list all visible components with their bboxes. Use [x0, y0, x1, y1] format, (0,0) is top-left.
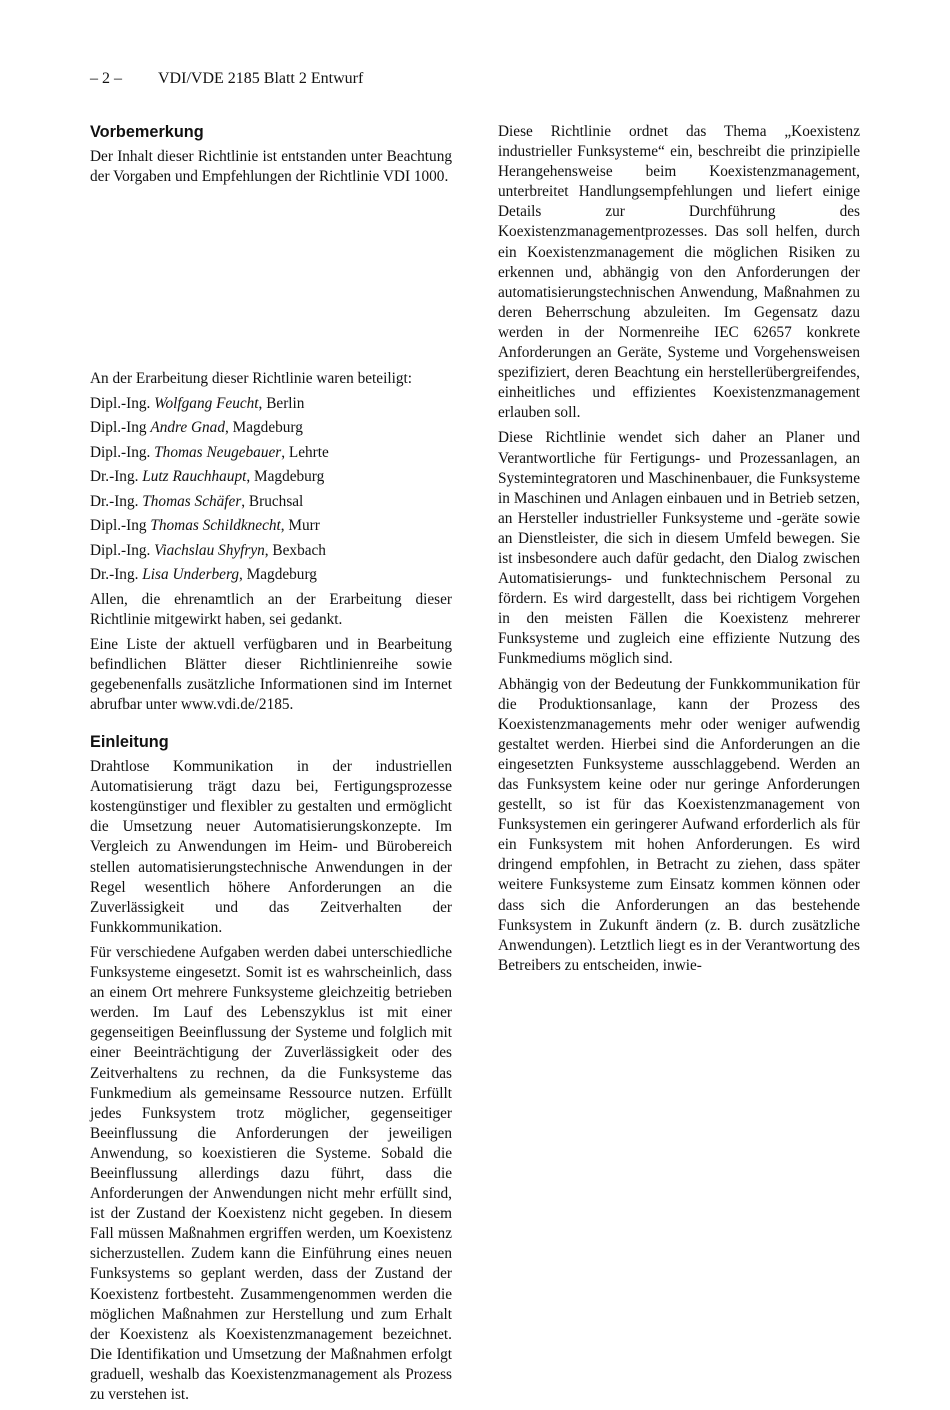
contributor: Dipl.-Ing Thomas Schildknecht, Murr	[90, 517, 320, 535]
einleitung-paragraph-5: Abhängig von der Bedeutung der Funkkommunikation für die Produktionsanlage, kann der Prozess des Koexistenzmanagements mehr oder weniger aufwendig gestaltet werden. Hierbei sind die Anforderungen an die eingesetzten Funksysteme ausschlaggebend. Werden an das Funksystem keine oder nur geringe Anforderungen gestellt, so ist für das Koexistenzmanagement von Funksystemen ein geringerer Aufwand erforderlich als für ein Funksystem mit hohen Anforderungen. Es wird dringend empfohlen, in Betracht zu ziehen, dass später weitere Funksysteme zum Einsatz kommen können oder dass sich die Anforderungen an das bestehende Funksystem in Zukunft ändern (z. B. durch zusätzliche Anwendungen). Letztlich liegt es in der Verantwortung des Betreibers zu entscheiden, inwie-	[498, 675, 860, 974]
heading-vorbemerkung: Vorbemerkung	[90, 123, 204, 141]
acknowledgement: Allen, die ehrenamtlich an der Erarbeitung dieser Richtlinie mitgewirkt haben, sei gedankt.	[90, 590, 452, 628]
contributor: Dipl.-Ing. Viachslau Shyfryn, Bexbach	[90, 541, 326, 559]
contributor: Dr.-Ing. Thomas Schäfer, Bruchsal	[90, 492, 304, 510]
blank-space	[90, 192, 452, 369]
heading-einleitung: Einleitung	[90, 733, 169, 752]
einleitung-paragraph-3: Diese Richtlinie ordnet das Thema „Koexistenz industrieller Funksysteme“ ein, beschreibt die prinzipielle Herangehensweise beim Koexistenzmanagement, unterbreitet Handlungsempfehlungen und liefert einige Details zur Durchführung des Koexistenzmanagementprozesses. Das soll helfen, durch ein Koexistenzmanagement die möglichen Risiken zu erkennen und, abhängig von den Anforderungen der automatisierungstechnischen Anwendung, Maßnahmen zu deren Beherrschung abzuleiten. Im Gegensatz dazu werden in der Normenreihe IEC 62657 konkrete Anforderungen an Geräte, Systeme und Vorgehensweisen spezifiziert, deren Beachtung ein herstellerübergreifendes, einheitliches und effizientes Koexistenzmanagement erlauben soll.	[498, 123, 860, 422]
page-number: – 2 –	[90, 70, 122, 87]
contributor-list	[90, 394, 452, 585]
contributor: Dipl.-Ing. Thomas Neugebauer, Lehrte	[90, 443, 329, 461]
right-column	[498, 122, 860, 981]
contributor: Dipl.-Ing Andre Gnad, Magdeburg	[90, 419, 303, 437]
left-column	[90, 122, 452, 1410]
contributor: Dr.-Ing. Lisa Underberg, Magdeburg	[90, 566, 317, 584]
contributor: Dipl.-Ing. Wolfgang Feucht, Berlin	[90, 394, 305, 412]
einleitung-paragraph-1: Drahtlose Kommunikation in der industriellen Automatisierung trägt dazu bei, Fertigungsprozesse kostengünstiger und flexibler zu gestalten und ermöglicht die Umsetzung neuer Automatisierungskonzepte. Im Vergleich zu Anwendungen im Heim- und Bürobereich stellen automatisierungstechnische Anwendungen in der Regel wesentlich höhere Anforderungen an die Zuverlässigkeit und das Zeitverhalten der Funkkommunikation.	[90, 758, 452, 936]
vorbemerkung-intro: Der Inhalt dieser Richtlinie ist entstanden unter Beachtung der Vorgaben und Empfehlungen der Richtlinie VDI 1000.	[90, 148, 452, 186]
einleitung-paragraph-4: Diese Richtlinie wendet sich daher an Planer und Verantwortliche für Fertigungs- und Prozessanlagen, an Systemintegratoren und Maschinenbauer, die Funksysteme in Maschinen und Anlagen einbauen und in Betrieb setzen, an Hersteller industrieller Funksysteme und -geräte sowie an Dienstleister, die sich in diesem Umfeld bewegen. Sie ist insbesondere auch dafür gedacht, den Dialog zwischen Automatisierungs- und funktechnischem Personal zu fördern. Es wird dargestellt, dass bei richtigem Vorgehen in den meisten Fällen die Koexistenz mehrerer Funksysteme und zugleich eine effiziente Nutzung des Funkmediums möglich sind.	[498, 429, 860, 668]
einleitung-paragraph-2: Für verschiedene Aufgaben werden dabei unterschiedliche Funksysteme eingesetzt. Somit ist es wahrscheinlich, dass an einem Ort mehrere Funksysteme gleichzeitig betrieben werden. Im Lauf des Lebenszyklus ist mit einer gegenseitigen Beeinflussung der Systeme und folglich mit einer Beeinträchtigung der Zuverlässigkeit oder des Zeitverhaltens zu rechnen, da die Funksysteme das Funkmedium als gemeinsame Ressource nutzen. Erfüllt jedes Funksystem trotz möglicher, gegenseitiger Beeinflussung die Anforderungen der jeweiligen Anwendung, so koexistieren die Systeme. Sobald die Beeinflussung allerdings dazu führt, dass die Anforderungen der Anwendungen nicht mehr erfüllt sind, ist der Zustand der Koexistenz nicht gegeben. In diesem Fall müssen Maßnahmen ergriffen werden, um Koexistenz sicherzustellen. Zudem kann die Einführung eines neuen Funksystems so geplant werden, dass der Zustand der Koexistenz fortbesteht. Zusammengenommen werden die möglichen Maßnahmen zur Herstellung und zum Erhalt der Koexistenz als Koexistenzmanagement bezeichnet. Die Identifikation und Umsetzung der Maßnahmen erfolgt graduell, weshalb das Koexistenzmanagement als Prozess zu verstehen ist.	[90, 943, 452, 1404]
page-header	[90, 69, 363, 89]
series-info: Eine Liste der aktuell verfügbaren und in Bearbeitung befindlichen Blätter dieser Richtlinienreihe sowie gegebenenfalls zusätzliche Informationen sind im Internet abrufbar unter www.vdi.de/2185.	[90, 635, 452, 714]
contributor: Dr.-Ing. Lutz Rauchhaupt, Magdeburg	[90, 468, 325, 486]
contributors-intro: An der Erarbeitung dieser Richtlinie waren beteiligt:	[90, 370, 412, 388]
document-title: VDI/VDE 2185 Blatt 2 Entwurf	[158, 70, 364, 87]
